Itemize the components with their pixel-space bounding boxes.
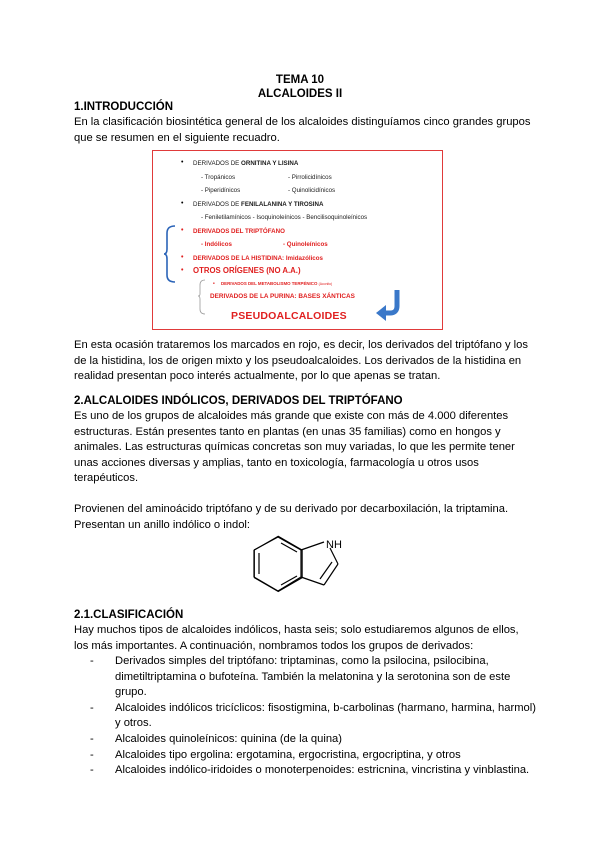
subgroup-label: - Feniletilamínicos - Isoquinoleínicos - Bencilisoquinoleínicos (201, 214, 368, 221)
paragraph-line: terapéuticos. (74, 472, 139, 485)
indole-structure-diagram (250, 534, 360, 596)
paragraph-line: Es uno de los grupos de alcaloides más grande que existe con más de 4.000 diferentes (74, 410, 509, 422)
dash-bullet: - (90, 764, 94, 777)
red-brace-icon (163, 225, 177, 283)
curved-arrow-icon (375, 288, 405, 322)
list-item: - Alcaloides indólicos tricíclicos: fisostigmina, b-carbolinas (harmano, harmina, harmol) y otros. (90, 701, 536, 730)
section-1-heading: 1.INTRODUCCIÓN (74, 101, 174, 113)
pseudoalcaloides-label: PSEUDOALCALOIDES (231, 310, 347, 322)
paragraph-line: de la histidina, los de origen mixto y los pseudoalcaloides. Los derivados de la histidina en (74, 354, 522, 367)
paragraph-line: estructuras. Están presentes tanto en plantas (en unas 35 familias) como en hongos y (74, 425, 501, 438)
subgroup-label: - Tropánicos (201, 174, 236, 181)
section-2-paragraph (74, 409, 534, 487)
dash-bullet: - (90, 655, 94, 667)
paragraph-line: los más importantes. A continuación, nombramos todos los grupos de derivados: (74, 639, 474, 652)
paragraph-line: Hay muchos tipos de alcaloides indólicos, hasta seis; solo estudiaremos algunos de ellos, (74, 624, 519, 636)
paragraph-line: unas acciones diversas y amplias, tanto en toxicología, farmacología u otros usos (74, 456, 479, 469)
bullet-icon: • (181, 254, 184, 261)
group-otros-origenes: OTROS ORÍGENES (NO A.A.) (193, 266, 301, 275)
bullet-icon: • (181, 159, 184, 166)
section-2-1-heading: 2.1.CLASIFICACIÓN (74, 609, 184, 621)
small-brace-icon (197, 279, 207, 315)
group-ornitina: DERIVADOS DE ORNITINA Y LISINA (193, 160, 299, 167)
group-fenilalanina: DERIVADOS DE FENILALANINA Y TIROSINA (193, 201, 324, 208)
dash-bullet: - (90, 732, 94, 745)
topic-number: TEMA 10 (275, 74, 325, 86)
origin-paragraph (74, 502, 534, 533)
derivatives-list (90, 654, 550, 779)
group-triptofano: DERIVADOS DEL TRIPTÓFANO (193, 228, 285, 235)
dash-bullet: - (90, 701, 94, 714)
paragraph-line: realidad presentan poco interés actualmente, por lo que apenas se tratan. (74, 370, 441, 383)
bullet-icon: • (181, 267, 184, 274)
after-box-paragraph (74, 338, 534, 385)
nh-label: NH (326, 539, 342, 551)
list-item: - Alcaloides quinoleínicos: quinina (de la quina) (90, 732, 550, 748)
bullet-icon: • (181, 227, 184, 234)
document-title: ALCALOIDES II (257, 88, 343, 100)
group-histidina: DERIVADOS DE LA HISTIDINA: Imidazólicos (193, 255, 323, 262)
subgroup-label: - Pirrolicidínicos (288, 174, 332, 181)
intro-line: que se resumen en el siguiente recuadro. (74, 131, 280, 144)
intro-line: En la clasificación biosintética general de los alcaloides distinguíamos cinco grandes grupos (74, 116, 531, 128)
bullet-icon: • (213, 281, 215, 287)
paragraph-line: En esta ocasión trataremos los marcados en rojo, es decir, los derivados del triptófano y los (74, 339, 528, 351)
subgroup-label: - Piperidínicos (201, 187, 241, 194)
subgroup-terpenico: DERIVADOS DEL METABOLISMO TERPÉNICO (Aconito) (221, 281, 333, 286)
paragraph-line: Provienen del aminoácido triptófano y de su derivado por decarboxilación, la triptamina. (74, 503, 509, 515)
subgroup-label: - Quinolicidínicos (288, 187, 336, 194)
classification-paragraph (74, 623, 534, 654)
subgroup-quinoleinicos: - Quinoleínicos (283, 241, 328, 248)
section-2-heading: 2.ALCALOIDES INDÓLICOS, DERIVADOS DEL TRIPTÓFANO (74, 395, 403, 407)
paragraph-line: Presentan un anillo indólico o indol: (74, 518, 251, 531)
paragraph-line: animales. Las estructuras químicas concretas son muy variadas, lo que les permite tener (74, 441, 515, 454)
list-item: - Alcaloides indólico-iridoides o monoterpenoides: estricnina, vincristina y vinblastina. (90, 763, 550, 779)
list-item: - Alcaloides tipo ergolina: ergotamina, ergocristina, ergocriptina, y otros (90, 748, 550, 764)
subgroup-indolicos: - Indólicos (201, 241, 232, 248)
subgroup-purina: DERIVADOS DE LA PURINA: BASES XÁNTICAS (210, 293, 355, 300)
bullet-icon: • (181, 200, 184, 207)
intro-paragraph (74, 115, 534, 146)
list-item: - Derivados simples del triptófano: triptaminas, como la psilocina, psilocibina, dimetiltriptamina o bufoteína. También la melatonina y la serotonina son de este grupo. (90, 655, 511, 699)
dash-bullet: - (90, 748, 94, 761)
classification-box (152, 150, 443, 330)
